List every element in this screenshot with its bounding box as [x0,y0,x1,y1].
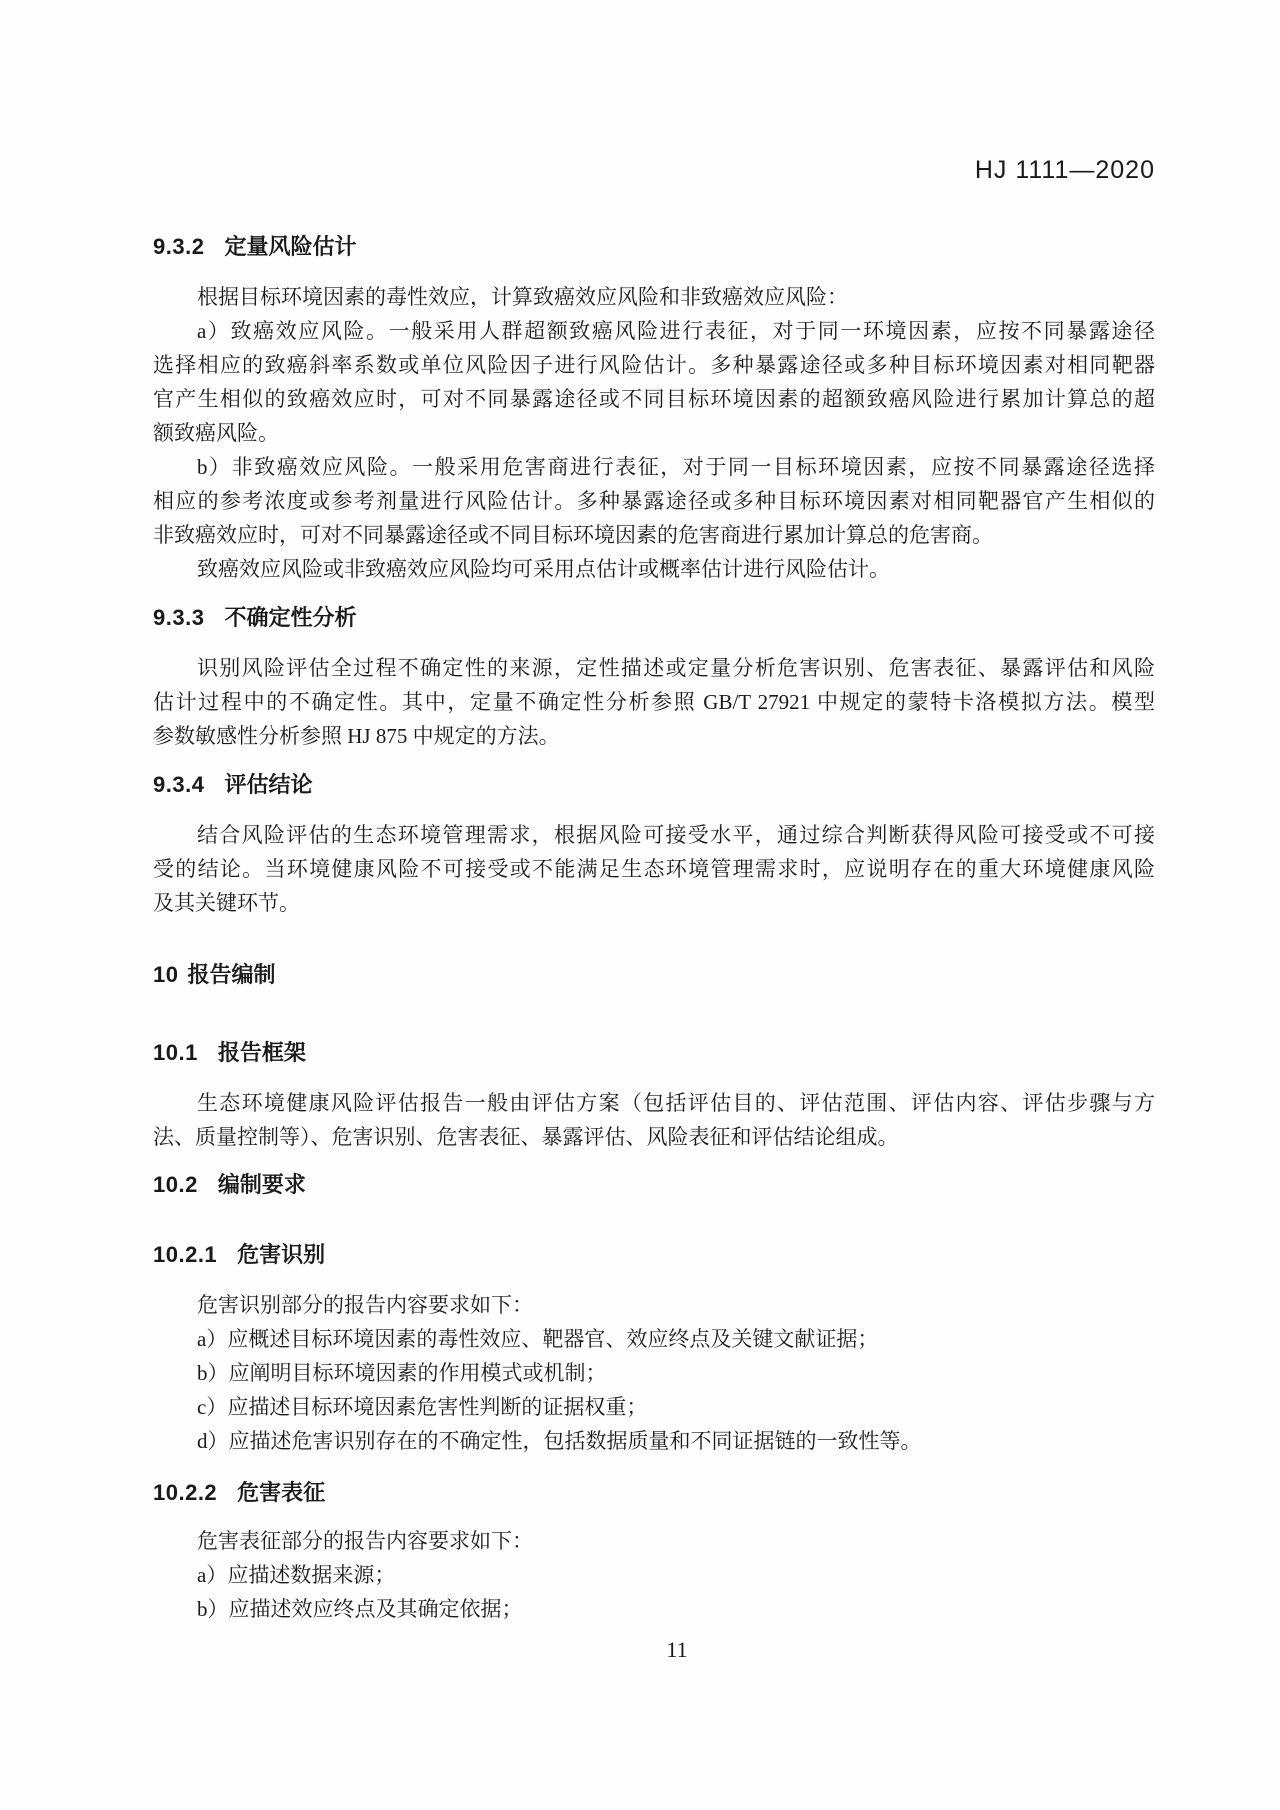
list-item-c: c）应描述目标环境因素危害性判断的证据权重； [197,1395,648,1419]
section-title: 不确定性分析 [224,605,357,630]
list-item-b: b）应阐明目标环境因素的作用模式或机制； [197,1361,607,1385]
list-item-d: d）应描述危害识别存在的不确定性，包括数据质量和不同证据链的一致性等。 [197,1429,922,1453]
section-heading-10-2-2 [153,1476,1155,1510]
section-title: 评估结论 [224,772,313,797]
section-heading-9-3-4 [153,768,1155,802]
text-line: 参数敏感性分析参照 HJ 875 中规定的方法。 [153,724,560,748]
section-title: 危害表征 [237,1480,326,1505]
section-heading-10-1 [153,1036,1155,1070]
section-heading-9-3-2 [153,230,1155,264]
section-number: 9.3.3 [153,605,205,630]
text-line: a）致癌效应风险。一般采用人群超额致癌风险进行表征，对于同一环境因素，应按不同暴露途径 [197,319,1155,343]
text-line: 估计过程中的不确定性。其中，定量不确定性分析参照 GB/T 27921 中规定的蒙特卡洛模拟方法。模型 [153,690,1155,714]
text-line: b）非致癌效应风险。一般采用危害商进行表征，对于同一目标环境因素，应按不同暴露途径选择 [197,455,1155,479]
section-number: 10.2.2 [153,1480,218,1505]
section-title: 报告编制 [187,962,276,987]
text-line: 根据目标环境因素的毒性效应，计算致癌效应风险和非致癌效应风险： [197,285,848,309]
text-line: 危害识别部分的报告内容要求如下： [197,1293,533,1317]
section-number: 10.2.1 [153,1242,218,1267]
text-line: 选择相应的致癌斜率系数或单位风险因子进行风险估计。多种暴露途径或多种目标环境因素对相同靶器 [153,353,1155,377]
section-heading-9-3-3 [153,601,1155,635]
text-line: 非致癌效应时，可对不同暴露途径或不同目标环境因素的危害商进行累加计算总的危害商。 [153,523,993,547]
section-number: 9.3.2 [153,234,205,259]
list-item-a: a）应概述目标环境因素的毒性效应、靶器官、效应终点及关键文献证据； [197,1327,879,1351]
page-content [153,0,1155,1667]
text-line: 识别风险评估全过程不确定性的来源，定性描述或定量分析危害识别、危害表征、暴露评估和风险 [197,656,1155,680]
standard-code-header: HJ 1111—2020 [974,156,1155,184]
section-title: 编制要求 [217,1172,306,1197]
text-line: 生态环境健康风险评估报告一般由评估方案（包括评估目的、评估范围、评估内容、评估步骤与方 [197,1091,1155,1115]
section-heading-10-2 [153,1168,1155,1202]
text-line: 官产生相似的致癌效应时，可对不同暴露途径或不同目标环境因素的超额致癌风险进行累加计算总的超 [153,387,1155,411]
list-item-b: b）应描述效应终点及其确定依据； [197,1597,523,1621]
section-number: 10 [153,962,179,987]
section-title: 危害识别 [237,1242,326,1267]
section-number: 9.3.4 [153,772,205,797]
page-number: 11 [666,1637,688,1662]
text-line: 法、质量控制等）、危害识别、危害表征、暴露评估、风险表征和评估结论组成。 [153,1125,899,1149]
chapter-heading-10 [153,958,1155,992]
section-title: 报告框架 [217,1040,306,1065]
text-line: 额致癌风险。 [153,421,279,445]
section-heading-10-2-1 [153,1238,1155,1272]
section-number: 10.2 [153,1172,198,1197]
text-line: 相应的参考浓度或参考剂量进行风险估计。多种暴露途径或多种目标环境因素对相同靶器官产生相似的 [153,489,1155,513]
list-item-a: a）应描述数据来源； [197,1563,396,1587]
section-title: 定量风险估计 [224,234,357,259]
section-number: 10.1 [153,1040,198,1065]
text-line: 受的结论。当环境健康风险不可接受或不能满足生态环境管理需求时，应说明存在的重大环境健康风险 [153,857,1155,881]
text-line: 危害表征部分的报告内容要求如下： [197,1529,533,1553]
text-line: 致癌效应风险或非致癌效应风险均可采用点估计或概率估计进行风险估计。 [197,557,890,581]
text-line: 及其关键环节。 [153,891,300,915]
text-line: 结合风险评估的生态环境管理需求，根据风险可接受水平，通过综合判断获得风险可接受或不可接 [197,823,1155,847]
